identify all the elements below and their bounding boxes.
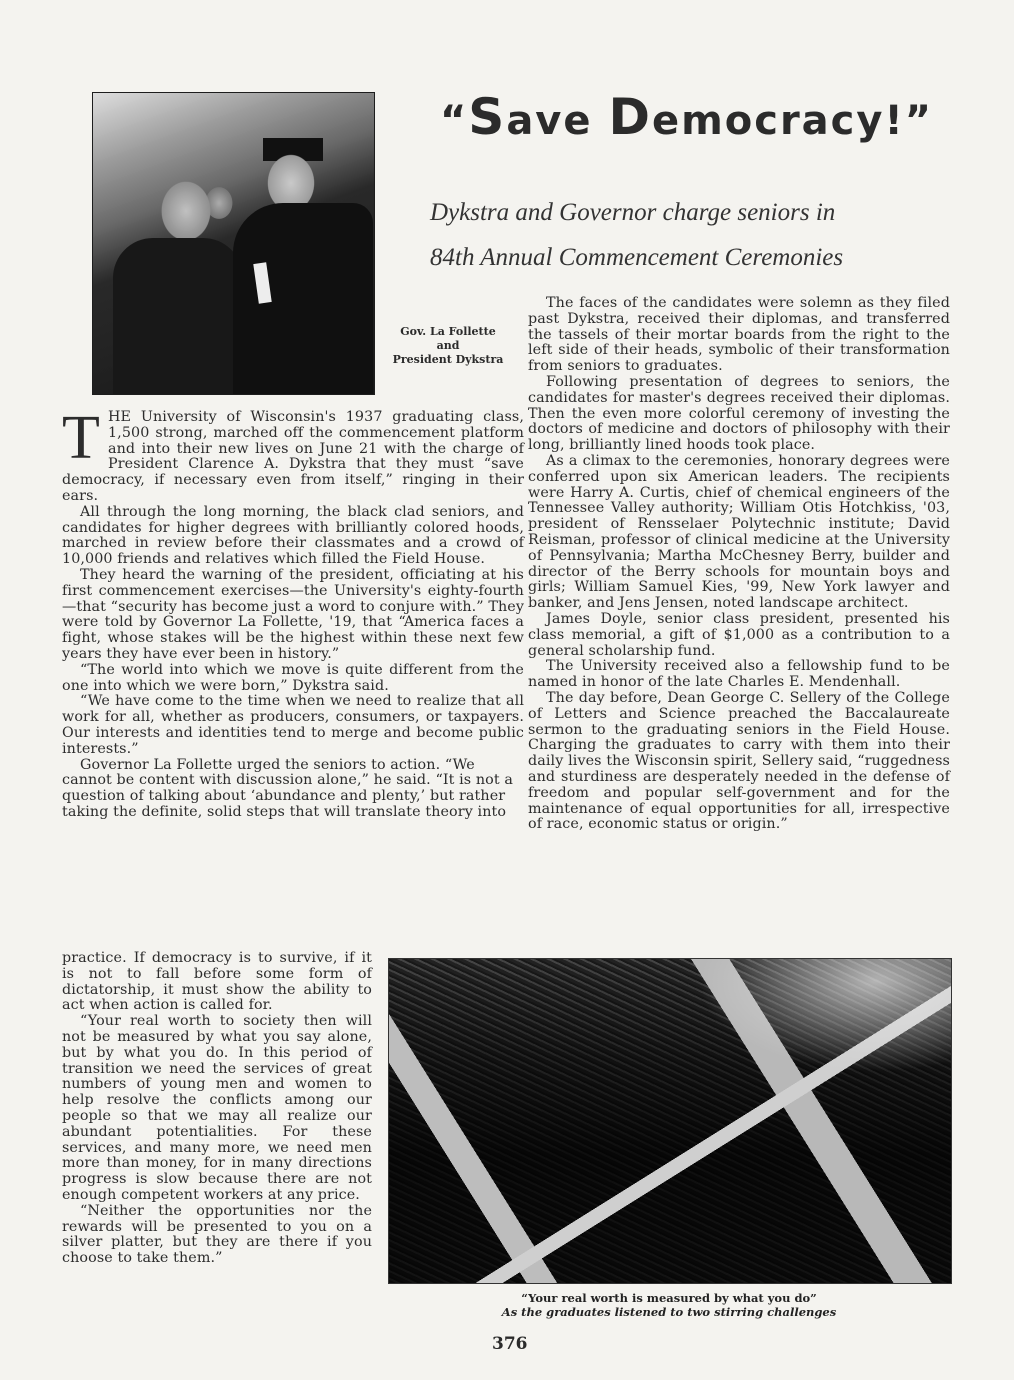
- left-column-top: [62, 404, 525, 821]
- paragraph: “Your real worth to society then will not be measured by what you say alone, but by what you do. In this period of transition we need the services of great numbers of young men and women to help resolve the conflicts among our people so that we may all realize our abundant potentialities. For these services, and many more, we need men more than money, for in many directions progress is slow because there are not enough competent workers at any price.: [62, 1013, 372, 1203]
- right-column: [528, 296, 950, 833]
- paragraph: “Neither the opportunities nor the rewards will be presented to you on a silver platter, but they are there if you choose to take them.”: [62, 1202, 372, 1267]
- article-subtitle: [430, 190, 950, 280]
- page-number: 376: [492, 1334, 528, 1354]
- portrait-caption-line2: and: [436, 339, 460, 352]
- paragraph: practice. If democracy is to survive, if it is not to fall before some form of dictatorship, it must show the ability to act when action is called for.: [62, 950, 372, 1014]
- crowd-caption-line1: “Your real worth is measured by what you do”: [521, 1291, 817, 1305]
- portrait-caption-line1: Gov. La Follette: [400, 325, 496, 338]
- crowd-photo-caption: [388, 1291, 950, 1319]
- paragraph: The day before, Dean George C. Sellery of the College of Letters and Science preached the Baccalaureate sermon to the graduating seniors in the Field House. Charging the graduates to carry with them into their daily lives the Wisconsin spirit, Sellery said, “ruggedness and sturdiness are desperately needed in the defense of freedom and popular self-government and for the maintenance of equal opportunities for all, irrespective of race, economic status or origin.”: [528, 689, 950, 833]
- title-initial-s: S: [468, 88, 507, 146]
- title-word-save: ave: [506, 98, 609, 144]
- paragraph: The University received also a fellowship fund to be named in honor of the late Charles E. Mendenhall.: [528, 658, 950, 691]
- left-column-bottom: [62, 951, 372, 1267]
- diploma-in-hand: [253, 262, 271, 303]
- paragraph: James Doyle, senior class president, presented his class memorial, a gift of $1,000 as a contribution to a general scholarship fund.: [528, 610, 950, 659]
- crowd-photo: [388, 958, 952, 1284]
- title-open-quote: “: [440, 98, 469, 144]
- title-word-democracy: emocracy!: [651, 98, 905, 144]
- portrait-caption: [378, 325, 518, 367]
- subtitle-line1: Dykstra and Governor charge seniors in: [430, 199, 836, 226]
- paragraph: “The world into which we move is quite different from the one into which we were born,” Dykstra said.: [62, 661, 524, 694]
- paragraph: All through the long morning, the black clad seniors, and candidates for higher degrees with brilliantly colored hoods, marched in review before their classmates and a crowd of 10,000 friends and relatives which filled the Field House.: [62, 503, 524, 568]
- paragraph: [62, 404, 524, 505]
- article-title: [440, 88, 960, 146]
- paragraph: The faces of the candidates were solemn as they filed past Dykstra, received their diplomas, and transferred the tassels of their mortar boards from the right to the left side of their heads, symbolic of their transformation from seniors to graduates.: [528, 295, 950, 375]
- portrait-photo: [92, 92, 375, 395]
- title-initial-d: D: [608, 88, 652, 146]
- portrait-caption-line3: President Dykstra: [392, 353, 504, 366]
- title-close-quote: ”: [904, 98, 933, 144]
- paragraph: They heard the warning of the president, officiating at his first commencement exercises—the University's eighty-fourth—that “security has become just a word to conjure with.” They were told by Governor La Follette, '19, that “America faces a fight, whose stakes will be the highest within these next few years they have ever been in history.”: [62, 566, 525, 662]
- subtitle-line2: 84th Annual Commencement Ceremonies: [430, 244, 844, 271]
- crowd-caption-line2: As the graduates listened to two stirring challenges: [501, 1305, 837, 1319]
- paragraph: As a climax to the ceremonies, honorary degrees were conferred upon six American leaders. The recipients were Harry A. Curtis, chief of chemical engineers of the Tennessee Valley authority; William Otis Hotchkiss, '03, president of Rensselaer Polytechnic institute; David Reisman, professor of clinical medicine at the University of Pennsylvania; Martha McChesney Berry, builder and director of the Berry schools for mountain boys and girls; William Samuel Kies, '99, New York lawyer and banker, and Jens Jensen, noted landscape architect.: [528, 452, 950, 612]
- paragraph-text: HE University of Wisconsin's 1937 graduating class, 1,500 strong, marched off the commencement platform and into their new lives on June 21 with the charge of President Clarence A. Dykstra that they must “save democracy, if necessary even from itself,” ringing in their ears.: [62, 409, 524, 504]
- paragraph: “We have come to the time when we need to realize that all work for all, whether as producers, consumers, or taxpayers. Our interests and identities tend to merge and become public interests.”: [62, 693, 524, 757]
- paragraph: Following presentation of degrees to seniors, the candidates for master's degrees received their diplomas. Then the even more colorful ceremony of investing the doctors of medicine and doctors of philosophy with their long, brilliantly lined hoods took place.: [528, 373, 950, 454]
- paragraph: Governor La Follette urged the seniors to action. “We cannot be content with discussion alone,” he said. “It is not a question of talking about ‘abundance and plenty,’ but rather taking the definite, solid steps that will translate theory into: [62, 756, 514, 820]
- drop-cap: T: [62, 404, 100, 472]
